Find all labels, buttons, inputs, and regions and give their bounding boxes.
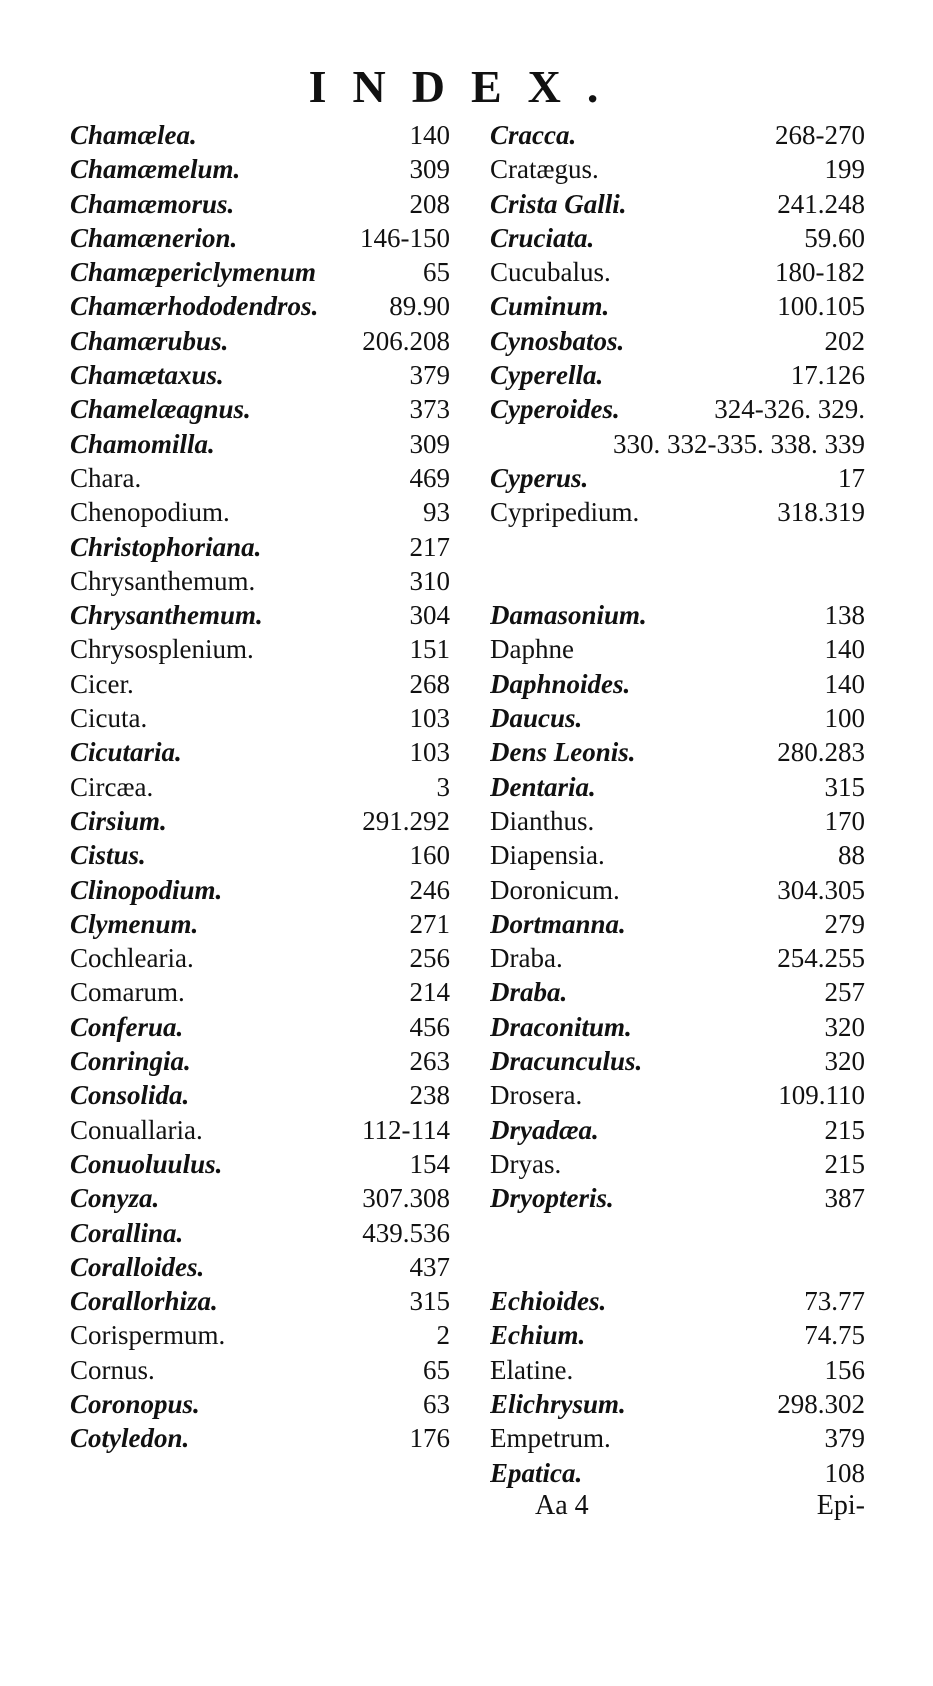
entry-pages: 202: [824, 325, 865, 356]
entry-pages: 280.283: [777, 737, 865, 768]
index-entry: [490, 598, 865, 632]
entry-pages: 140: [824, 634, 865, 665]
index-entry: [490, 427, 865, 461]
entry-term: Chamæmorus.: [70, 188, 235, 219]
entry-term: Dryadæa.: [490, 1114, 599, 1145]
entry-term: Chamærhododendros.: [70, 291, 319, 322]
index-entry: [70, 598, 450, 632]
index-entry: [70, 804, 450, 838]
index-entry: [70, 1318, 450, 1352]
entry-term: Echium.: [490, 1320, 586, 1351]
entry-term: Crista Galli.: [490, 188, 627, 219]
entry-pages: 73.77: [804, 1286, 865, 1317]
index-entry: [70, 427, 450, 461]
entry-term: Corispermum.: [70, 1320, 226, 1351]
entry-pages: 304.305: [777, 874, 865, 905]
index-entry: [70, 152, 450, 186]
entry-term: Epatica.: [490, 1457, 583, 1488]
index-entry: [70, 838, 450, 872]
index-entry: [490, 495, 865, 529]
signature-mark: Aa 4: [535, 1490, 589, 1521]
page-footer: [535, 1490, 865, 1522]
entry-term: Dianthus.: [490, 805, 595, 836]
index-entry: [490, 804, 865, 838]
index-entry: [70, 907, 450, 941]
entry-term: Diapensia.: [490, 840, 605, 871]
entry-term: Daphnoides.: [490, 668, 631, 699]
entry-term: Chrysosplenium.: [70, 634, 254, 665]
entry-pages: 154: [409, 1148, 450, 1179]
entry-term: Chamælea.: [70, 120, 197, 150]
index-entry: [490, 461, 865, 495]
entry-pages: 160: [409, 840, 450, 871]
entry-pages: 2: [436, 1320, 450, 1351]
entry-term: Chamænerion.: [70, 222, 238, 253]
index-entry: [70, 324, 450, 358]
index-entry: [70, 358, 450, 392]
index-entry: [490, 1456, 865, 1490]
entry-pages: 304: [409, 600, 450, 631]
entry-term: Dentaria.: [490, 771, 596, 802]
index-entry: [490, 838, 865, 872]
index-entry: [70, 1216, 450, 1250]
index-entry: [70, 1250, 450, 1284]
entry-pages: 291.292: [362, 805, 450, 836]
index-entry: [70, 1387, 450, 1421]
entry-term: Circæa.: [70, 771, 154, 802]
entry-pages: 257: [824, 977, 865, 1008]
entry-pages: 103: [409, 703, 450, 734]
index-column-left: [70, 118, 450, 1456]
entry-pages: 151: [409, 634, 450, 665]
index-entry: [70, 495, 450, 529]
index-entry: [490, 118, 865, 152]
entry-term: Chamomilla.: [70, 428, 215, 459]
entry-term: Chenopodium.: [70, 497, 230, 528]
entry-pages: 387: [824, 1183, 865, 1214]
index-entry: [490, 873, 865, 907]
page-title: INDEX.: [308, 61, 625, 112]
entry-pages: 214: [409, 977, 450, 1008]
entry-pages: 103: [409, 737, 450, 768]
index-entry: [490, 941, 865, 975]
index-entry: [490, 735, 865, 769]
entry-pages: 100: [824, 703, 865, 734]
entry-term: Conuoluulus.: [70, 1148, 223, 1179]
entry-pages: 324-326. 329.: [714, 394, 865, 425]
index-entry: [70, 941, 450, 975]
entry-pages: 330. 332-335. 338. 339: [613, 428, 865, 459]
entry-term: Cistus.: [70, 840, 146, 871]
entry-term: Chara.: [70, 462, 142, 493]
entry-term: Cornus.: [70, 1354, 155, 1385]
entry-term: Cracca.: [490, 120, 577, 150]
catchword: Epi-: [816, 1490, 865, 1521]
entry-pages: 65: [423, 1354, 450, 1385]
entry-term: Chamætaxus.: [70, 360, 224, 391]
entry-pages: 176: [409, 1423, 450, 1454]
index-entry: [70, 564, 450, 598]
entry-term: Chamelæagnus.: [70, 394, 251, 425]
entry-pages: 17: [838, 462, 865, 493]
entry-pages: 215: [824, 1148, 865, 1179]
entry-pages: 373: [409, 394, 450, 425]
entry-pages: 469: [409, 462, 450, 493]
entry-term: Cirsium.: [70, 805, 167, 836]
entry-term: Coronopus.: [70, 1388, 200, 1419]
entry-term: Cratægus.: [490, 154, 599, 185]
entry-term: Comarum.: [70, 977, 185, 1008]
entry-term: Draba.: [490, 943, 563, 974]
entry-term: Chrysanthemum.: [70, 565, 256, 596]
entry-pages: 379: [409, 360, 450, 391]
entry-pages: 140: [409, 120, 450, 150]
entry-pages: 74.75: [804, 1320, 865, 1351]
entry-term: Cypripedium.: [490, 497, 640, 528]
entry-pages: 138: [824, 600, 865, 631]
index-entry: [70, 221, 450, 255]
index-entry: [490, 152, 865, 186]
index-entry: [70, 735, 450, 769]
index-entry: [490, 221, 865, 255]
entry-pages: 263: [409, 1046, 450, 1077]
index-entry: [70, 667, 450, 701]
entry-term: Cicuta.: [70, 703, 148, 734]
index-entry: [490, 1010, 865, 1044]
entry-pages: 238: [409, 1080, 450, 1111]
index-entry: [70, 255, 450, 289]
index-entry: [490, 1387, 865, 1421]
index-entry: [70, 632, 450, 666]
entry-pages: 315: [824, 771, 865, 802]
entry-pages: 170: [824, 805, 865, 836]
entry-pages: 241.248: [777, 188, 865, 219]
entry-pages: 156: [824, 1354, 865, 1385]
entry-term: Draconitum.: [490, 1011, 632, 1042]
index-entry: [490, 1353, 865, 1387]
index-entry: [490, 632, 865, 666]
entry-pages: 268: [409, 668, 450, 699]
index-entry: [490, 392, 865, 426]
entry-term: Cicer.: [70, 668, 134, 699]
index-entry: [490, 1284, 865, 1318]
index-entry: [490, 187, 865, 221]
entry-term: Dryas.: [490, 1148, 562, 1179]
index-entry: [490, 358, 865, 392]
index-entry: [490, 667, 865, 701]
entry-term: Cucubalus.: [490, 257, 611, 288]
entry-pages: 89.90: [389, 291, 450, 322]
entry-pages: 279: [824, 908, 865, 939]
index-entry: [70, 701, 450, 735]
entry-pages: 199: [824, 154, 865, 185]
index-entry: [490, 1078, 865, 1112]
index-entry: [70, 289, 450, 323]
entry-pages: 206.208: [362, 325, 450, 356]
index-entry: [490, 1181, 865, 1215]
index-entry: [70, 1078, 450, 1112]
section-gap: [490, 1250, 865, 1284]
entry-pages: 112-114: [362, 1114, 450, 1145]
index-entry: [70, 1010, 450, 1044]
entry-term: Conyza.: [70, 1183, 160, 1214]
entry-term: Dens Leonis.: [490, 737, 636, 768]
entry-term: Conferua.: [70, 1011, 184, 1042]
entry-pages: 246: [409, 874, 450, 905]
entry-pages: 309: [409, 154, 450, 185]
index-entry: [490, 1044, 865, 1078]
section-gap: [490, 1216, 865, 1250]
entry-pages: 307.308: [362, 1183, 450, 1214]
entry-pages: 215: [824, 1114, 865, 1145]
entry-pages: 93: [423, 497, 450, 528]
index-entry: [490, 289, 865, 323]
entry-term: Consolida.: [70, 1080, 190, 1111]
index-entry: [490, 1147, 865, 1181]
entry-pages: 63: [423, 1388, 450, 1419]
entry-term: Drosera.: [490, 1080, 583, 1111]
entry-term: Dracunculus.: [490, 1046, 643, 1077]
entry-term: Dryopteris.: [490, 1183, 614, 1214]
entry-term: Cicutaria.: [70, 737, 182, 768]
index-entry: [490, 1318, 865, 1352]
entry-pages: 298.302: [777, 1388, 865, 1419]
index-entry: [490, 324, 865, 358]
entry-pages: 439.536: [362, 1217, 450, 1248]
entry-pages: 100.105: [777, 291, 865, 322]
entry-term: Daucus.: [490, 703, 583, 734]
index-entry: [70, 530, 450, 564]
section-gap: [490, 564, 865, 598]
index-entry: [70, 1353, 450, 1387]
index-entry: [490, 907, 865, 941]
index-entry: [490, 1113, 865, 1147]
index-entry: [70, 392, 450, 426]
entry-term: Chamærubus.: [70, 325, 229, 356]
entry-pages: 456: [409, 1011, 450, 1042]
entry-pages: 3: [436, 771, 450, 802]
entry-term: Cruciata.: [490, 222, 595, 253]
index-entry: [490, 701, 865, 735]
entry-pages: 379: [824, 1423, 865, 1454]
entry-term: Conuallaria.: [70, 1114, 203, 1145]
entry-term: Dortmanna.: [490, 908, 626, 939]
index-entry: [70, 1113, 450, 1147]
entry-pages: 59.60: [804, 222, 865, 253]
index-entry: [70, 1284, 450, 1318]
entry-term: Elatine.: [490, 1354, 574, 1385]
index-column-right: [490, 118, 865, 1490]
entry-pages: 254.255: [777, 943, 865, 974]
entry-term: Coralloides.: [70, 1251, 205, 1282]
section-gap: [490, 530, 865, 564]
index-entry: [70, 461, 450, 495]
entry-pages: 268-270: [775, 120, 865, 150]
entry-pages: 309: [409, 428, 450, 459]
index-entry: [70, 1044, 450, 1078]
entry-pages: 65: [423, 257, 450, 288]
entry-term: Cyperella.: [490, 360, 604, 391]
index-entry: [70, 770, 450, 804]
index-entry: [70, 118, 450, 152]
entry-term: Cuminum.: [490, 291, 610, 322]
entry-term: Echioides.: [490, 1286, 607, 1317]
entry-term: Chrysanthemum.: [70, 600, 263, 631]
index-entry: [490, 1421, 865, 1455]
entry-pages: 109.110: [778, 1080, 865, 1111]
entry-pages: 208: [409, 188, 450, 219]
entry-pages: 256: [409, 943, 450, 974]
entry-term: Damasonium.: [490, 600, 647, 631]
entry-term: Chamæmelum.: [70, 154, 241, 185]
entry-term: Clymenum.: [70, 908, 199, 939]
entry-pages: 315: [409, 1286, 450, 1317]
entry-pages: 108: [824, 1457, 865, 1488]
index-entry: [70, 975, 450, 1009]
entry-term: Daphne: [490, 634, 574, 665]
index-entry: [70, 1181, 450, 1215]
entry-term: Clinopodium.: [70, 874, 223, 905]
entry-term: Conringia.: [70, 1046, 191, 1077]
entry-term: Doronicum.: [490, 874, 620, 905]
entry-term: Christophoriana.: [70, 531, 262, 562]
entry-term: Cyperoides.: [490, 394, 620, 425]
index-entry: [70, 873, 450, 907]
index-entry: [490, 770, 865, 804]
entry-pages: 180-182: [775, 257, 865, 288]
entry-pages: 88: [838, 840, 865, 871]
entry-term: Cyperus.: [490, 462, 589, 493]
index-entry: [70, 1421, 450, 1455]
index-entry: [70, 1147, 450, 1181]
entry-term: Elichrysum.: [490, 1388, 626, 1419]
entry-term: Corallina.: [70, 1217, 184, 1248]
entry-pages: 271: [409, 908, 450, 939]
entry-term: Chamæpericlymenum: [70, 257, 317, 288]
entry-pages: 17.126: [790, 360, 865, 391]
entry-term: Draba.: [490, 977, 568, 1008]
entry-pages: 217: [409, 531, 450, 562]
entry-pages: 320: [824, 1011, 865, 1042]
entry-term: Cotyledon.: [70, 1423, 190, 1454]
entry-pages: 437: [409, 1251, 450, 1282]
index-entry: [490, 975, 865, 1009]
entry-pages: 140: [824, 668, 865, 699]
entry-term: Empetrum.: [490, 1423, 611, 1454]
entry-term: Corallorhiza.: [70, 1286, 218, 1317]
entry-pages: 320: [824, 1046, 865, 1077]
index-entry: [490, 255, 865, 289]
entry-term: Cochlearia.: [70, 943, 194, 974]
entry-pages: 146-150: [360, 222, 450, 253]
entry-pages: 318.319: [777, 497, 865, 528]
entry-pages: 310: [409, 565, 450, 596]
index-entry: [70, 187, 450, 221]
entry-term: Cynosbatos.: [490, 325, 625, 356]
